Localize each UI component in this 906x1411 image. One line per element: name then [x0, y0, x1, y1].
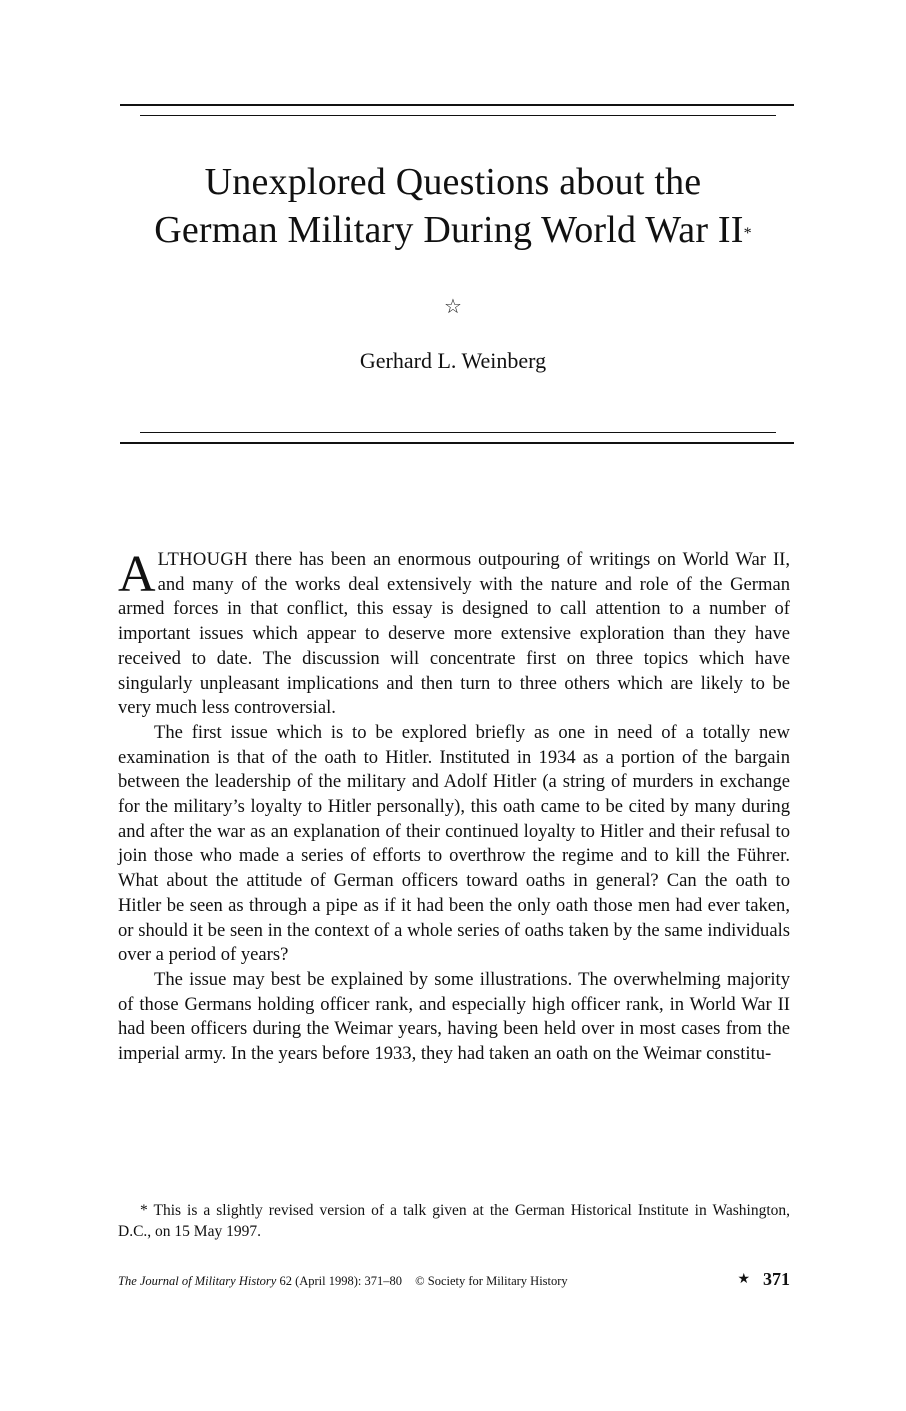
top-rule-thin — [140, 115, 776, 116]
journal-citation: 62 (April 1998): 371–80 — [276, 1274, 403, 1288]
author-name: Gerhard L. Weinberg — [359, 348, 547, 373]
paragraph-3: The issue may best be explained by some illustrations. The overwhelming majority of those Germans holding officer rank, and especially high officer rank, in World War II had been officers during the Weimar years, having been held over in most cases from the imperial army. In the years before 1933, they had taken an oath on the Weimar constitu- — [118, 968, 790, 1065]
title-line-1: Unexplored Questions about the — [204, 161, 702, 203]
drop-cap: A — [118, 546, 156, 603]
page-number: 371 — [763, 1269, 790, 1289]
top-rule-thick — [120, 104, 794, 106]
opening-word: LTHOUGH — [157, 549, 248, 570]
journal-name: The Journal of Military History — [118, 1274, 277, 1288]
article-body — [118, 548, 790, 1067]
copyright: © Society for Military History — [415, 1274, 568, 1288]
footnote: * This is a slightly revised version of a talk given at the German Historical Institute in Washington, D.C., on 15 May 1997. — [118, 1202, 790, 1240]
bottom-rule-thin — [140, 432, 776, 433]
page-footer — [118, 1269, 790, 1289]
title-line-2-text: German Military During World War II — [154, 209, 744, 251]
bottom-rule-thick — [120, 442, 794, 444]
article-title — [0, 160, 906, 252]
paragraph-1-text: there has been an enormous outpouring of writings on World War II, and many of the works deal extensively with the nature and role of the German armed forces in that conflict, this essay is designed to call attention to a number of important issues which appear to deserve more extensive exploration than they have received to date. The discussion will concentrate first on three topics which have singularly unpleasant implications and then turn to three others which are likely to be very much less controversial. — [118, 549, 790, 719]
paragraph-1 — [118, 548, 790, 721]
title-line-2 — [0, 208, 906, 252]
title-footnote-marker: * — [743, 225, 752, 242]
footer-star-icon: ★ — [737, 1272, 750, 1287]
paragraph-2: The first issue which is to be explored briefly as one in need of a totally new examination is that of the oath to Hitler. Instituted in 1934 as a portion of the bargain between the leadership of the military and Adolf Hitler (a string of murders in exchange for the military’s loyalty to Hitler personally), this oath came to be cited by many during and after the war as an explanation of their continued loyalty to Hitler and their refusal to join those who made a series of efforts to overthrow the regime and to kill the Führer. What about the attitude of German officers toward oaths in general? Can the oath to Hitler be seen as through a pipe as if it had been the only oath those men had ever taken, or should it be seen in the context of a whole series of oaths taken by the same individuals over a period of years? — [118, 721, 790, 966]
ornament-star-icon: ☆ — [444, 296, 462, 318]
